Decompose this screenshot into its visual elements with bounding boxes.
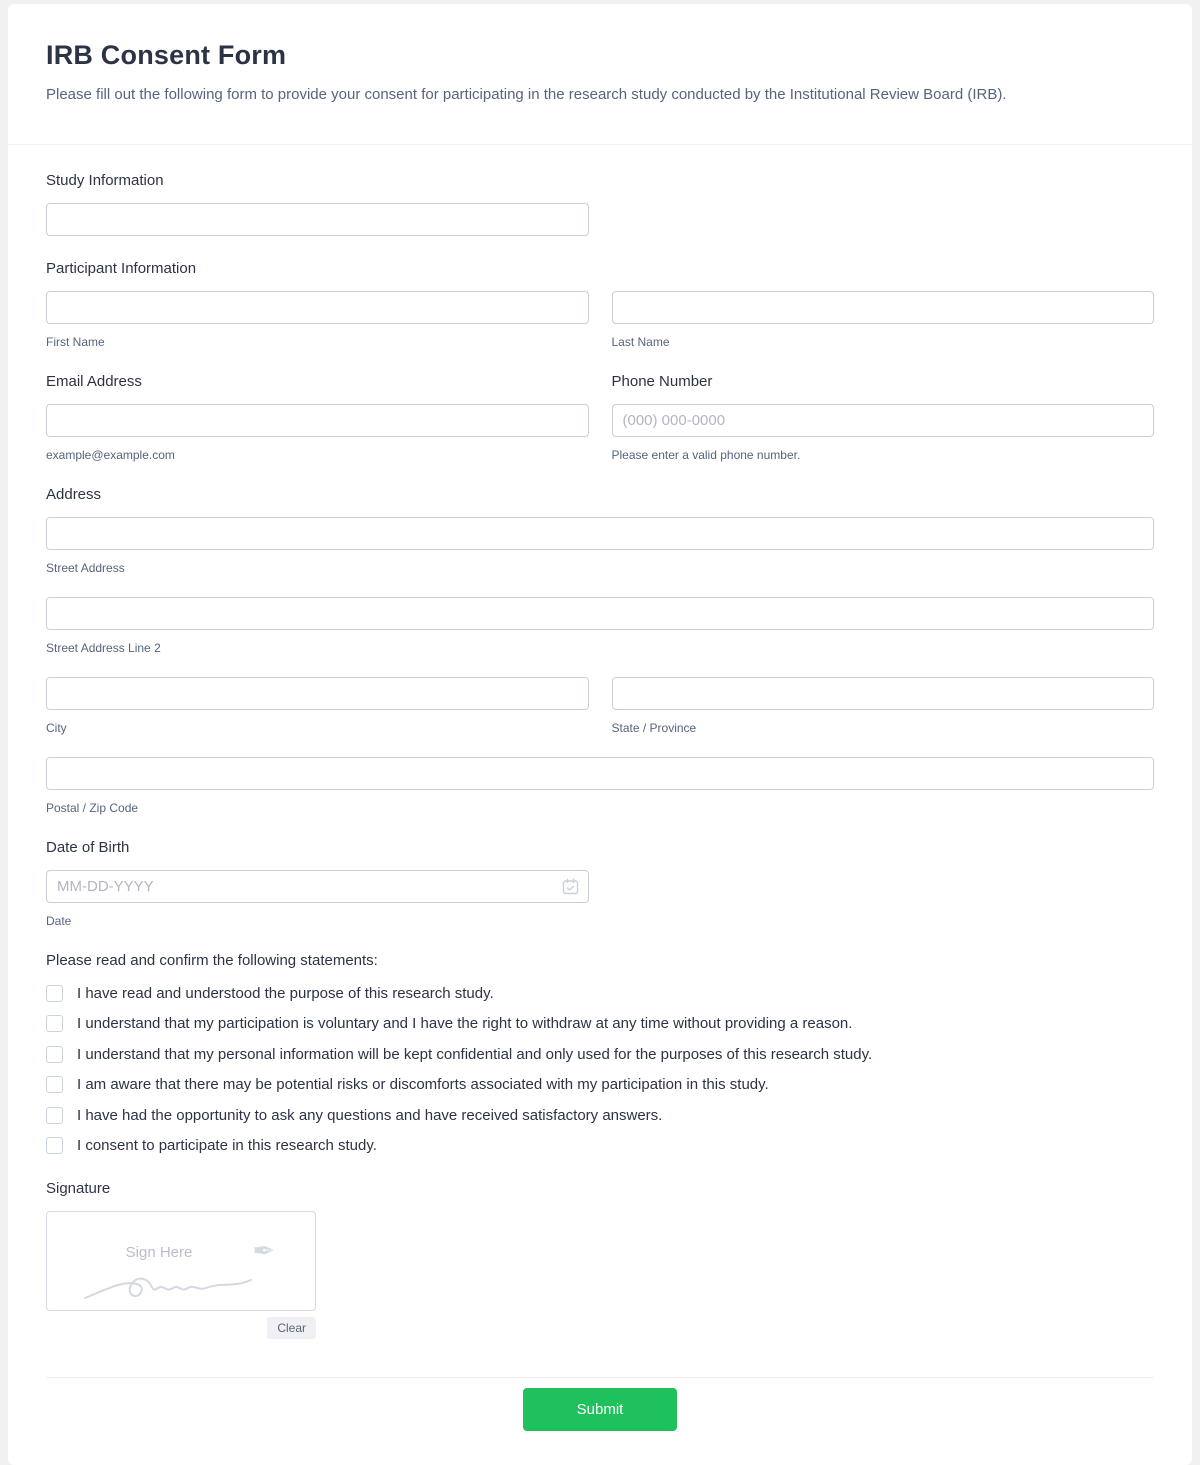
participant-information-label: Participant Information [46, 259, 197, 277]
email-input[interactable] [46, 404, 589, 437]
consent-option-row [46, 1045, 1154, 1065]
consent-checkbox-5[interactable] [46, 1107, 63, 1124]
signature-label: Signature [46, 1179, 111, 1197]
email-label: Email Address [46, 372, 142, 390]
consent-option-row [46, 1106, 1154, 1126]
consent-option-row [46, 1014, 1154, 1034]
pen-nib-icon: ✒ [252, 1235, 275, 1266]
study-information-input[interactable] [46, 203, 589, 236]
consent-checkbox-1[interactable] [46, 985, 63, 1002]
signature-clear-button[interactable]: Clear [267, 1317, 316, 1339]
sign-here-placeholder: Sign Here [125, 1243, 193, 1261]
last-name-input[interactable] [612, 291, 1155, 324]
form-header [8, 4, 1192, 145]
date-of-birth-input[interactable] [46, 870, 589, 903]
study-information-label: Study Information [46, 171, 164, 189]
consent-option-label: I have had the opportunity to ask any questions and have received satisfactory answers. [77, 1106, 663, 1124]
question-signature [46, 1180, 1154, 1339]
calendar-icon[interactable] [562, 878, 579, 895]
consent-checkbox-2[interactable] [46, 1015, 63, 1032]
consent-checkbox-4[interactable] [46, 1076, 63, 1093]
street-address-input[interactable] [46, 517, 1154, 550]
address-label: Address [46, 485, 102, 503]
first-name-input[interactable] [46, 291, 589, 324]
consent-checkbox-6[interactable] [46, 1137, 63, 1154]
form-body [8, 145, 1192, 1465]
consent-option-label: I am aware that there may be potential risks or discomforts associated with my participation in this study. [77, 1076, 769, 1094]
postal-zip-sublabel: Postal / Zip Code [46, 800, 139, 815]
question-consent-statements [46, 952, 1154, 1156]
phone-sublabel: Please enter a valid phone number. [611, 447, 801, 462]
city-input[interactable] [46, 677, 589, 710]
last-name-sublabel: Last Name [611, 334, 670, 349]
question-email-phone [46, 373, 1154, 462]
city-sublabel: City [46, 720, 67, 735]
street-address-sublabel: Street Address [46, 560, 125, 575]
question-participant-information [46, 260, 1154, 349]
phone-input[interactable] [612, 404, 1155, 437]
state-province-sublabel: State / Province [611, 720, 697, 735]
signature-pad[interactable] [46, 1211, 316, 1311]
question-date-of-birth [46, 839, 1154, 928]
street-address-2-input[interactable] [46, 597, 1154, 630]
submit-button[interactable]: Submit [523, 1388, 677, 1431]
signature-squiggle-graphic [83, 1260, 253, 1304]
consent-option-row [46, 984, 1154, 1004]
date-of-birth-label: Date of Birth [46, 838, 130, 856]
question-address [46, 486, 1154, 815]
page-title: IRB Consent Form [46, 40, 287, 70]
form-subtitle: Please fill out the following form to provide your consent for participating in the research study conducted by the Institutional Review Board (IRB). [46, 86, 1007, 103]
email-sublabel: example@example.com [46, 447, 175, 462]
date-sublabel: Date [46, 913, 72, 928]
consent-checkbox-3[interactable] [46, 1046, 63, 1063]
consent-option-label: I have read and understood the purpose of this research study. [77, 984, 494, 1002]
form-card [8, 4, 1192, 1465]
street-address-2-sublabel: Street Address Line 2 [46, 640, 161, 655]
state-province-input[interactable] [612, 677, 1155, 710]
consent-option-label: I understand that my personal information will be kept confidential and only used for the purposes of this research study. [77, 1045, 873, 1063]
postal-zip-input[interactable] [46, 757, 1154, 790]
consent-option-label: I understand that my participation is voluntary and I have the right to withdraw at any time without providing a reason. [77, 1015, 853, 1033]
question-study-information [46, 172, 1154, 236]
consent-option-label: I consent to participate in this research study. [77, 1137, 377, 1155]
consent-statements-label: Please read and confirm the following statements: [46, 951, 378, 969]
first-name-sublabel: First Name [46, 334, 105, 349]
consent-option-row [46, 1075, 1154, 1095]
phone-label: Phone Number [611, 372, 713, 390]
consent-option-row [46, 1136, 1154, 1156]
